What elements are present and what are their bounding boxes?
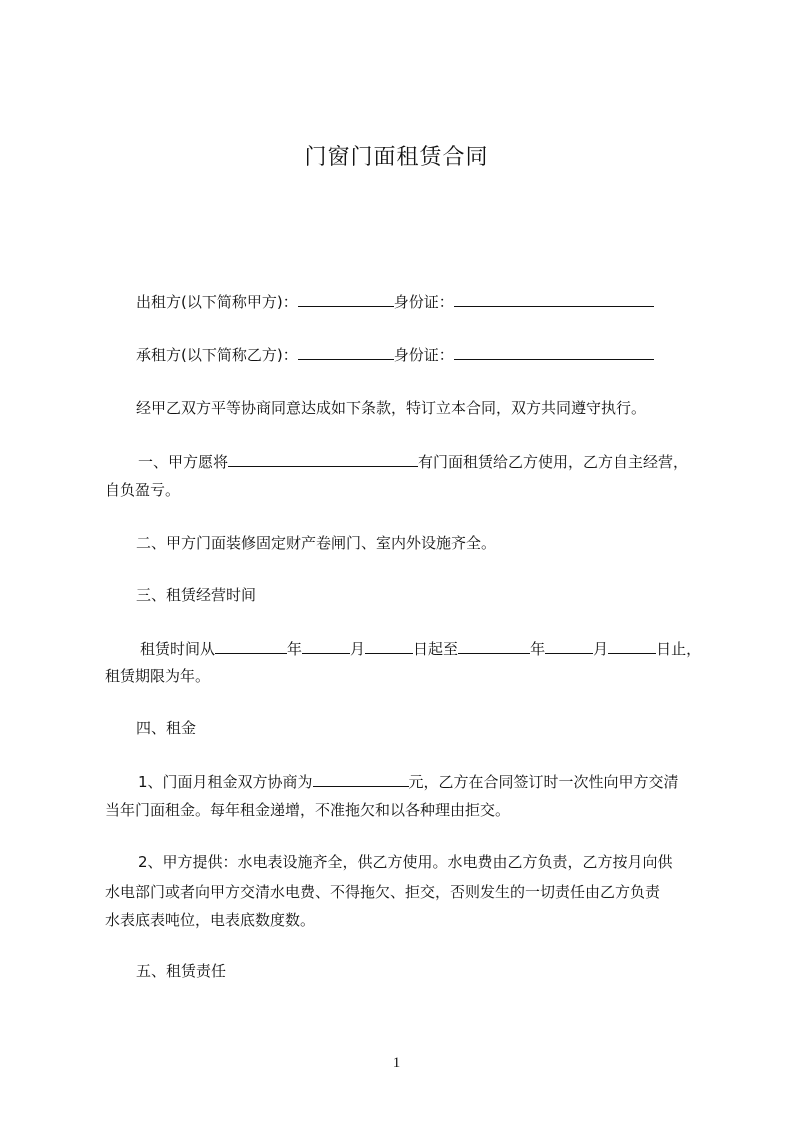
clause-4-item-2-line-1: 2、甲方提供：水电表设施齐全，供乙方使用。水电费由乙方负责，乙方按月向供 <box>138 853 673 871</box>
lessee-label: 承租方(以下简称乙方)： <box>136 346 298 364</box>
lessee-name-blank <box>298 344 394 360</box>
clause-4-item-1-continuation: 当年门面租金。每年租金递增，不准拖欠和以各种理由拒交。 <box>105 801 511 819</box>
clause-1-continuation: 自负盈亏。 <box>105 481 181 499</box>
page-number: 1 <box>392 1055 401 1071</box>
end-year-blank <box>458 638 530 654</box>
clause-1-prefix: 一、甲方愿将 <box>138 453 229 471</box>
start-year-blank <box>215 638 287 654</box>
rent-suffix: 元，乙方在合同签订时一次性向甲方交清 <box>408 773 679 791</box>
clause-3-heading: 三、租赁经营时间 <box>136 586 257 604</box>
start-year-label: 年 <box>287 640 303 658</box>
end-day-blank <box>608 638 656 654</box>
clause-5-heading: 五、租赁责任 <box>136 962 227 980</box>
end-month-label: 月 <box>593 640 609 658</box>
start-month-label: 月 <box>350 640 366 658</box>
clause-1-premises-blank <box>228 451 418 467</box>
start-month-blank <box>302 638 350 654</box>
clause-1-line <box>138 451 688 472</box>
lessor-name-blank <box>298 291 394 307</box>
monthly-rent-blank <box>313 771 409 787</box>
period-start-prefix: 租赁时间从 <box>140 640 216 658</box>
rent-prefix: 1、门面月租金双方协商为 <box>138 773 313 791</box>
lessor-line <box>136 291 654 312</box>
document-title: 门窗门面租赁合同 <box>304 145 489 170</box>
end-month-blank <box>545 638 593 654</box>
lessor-label: 出租方(以下简称甲方)： <box>136 293 298 311</box>
clause-4-heading: 四、租金 <box>136 719 197 737</box>
lessor-id-label: 身份证： <box>393 293 454 311</box>
clause-4-item-2-line-3: 水表底表吨位，电表底数度数。 <box>105 911 316 929</box>
lessee-id-label: 身份证： <box>393 346 454 364</box>
end-year-label: 年 <box>530 640 546 658</box>
lessee-id-blank <box>454 344 654 360</box>
clause-4-item-1-line <box>138 771 679 792</box>
lessor-id-blank <box>454 291 654 307</box>
lessee-line <box>136 344 654 365</box>
clause-2: 二、甲方门面装修固定财产卷闸门、室内外设施齐全。 <box>136 534 497 552</box>
preamble: 经甲乙双方平等协商同意达成如下条款，特订立本合同，双方共同遵守执行。 <box>136 399 647 417</box>
start-day-blank <box>365 638 413 654</box>
clause-3-continuation: 租赁期限为年。 <box>105 667 211 685</box>
start-day-label: 日起至 <box>413 640 459 658</box>
clause-1-suffix: 有门面租赁给乙方使用，乙方自主经营， <box>418 453 689 471</box>
clause-4-item-2-line-2: 水电部门或者向甲方交清水电费、不得拖欠、拒交，否则发生的一切责任由乙方负责 <box>105 883 661 901</box>
end-day-label: 日止， <box>656 640 702 658</box>
clause-3-period-line <box>140 638 701 659</box>
